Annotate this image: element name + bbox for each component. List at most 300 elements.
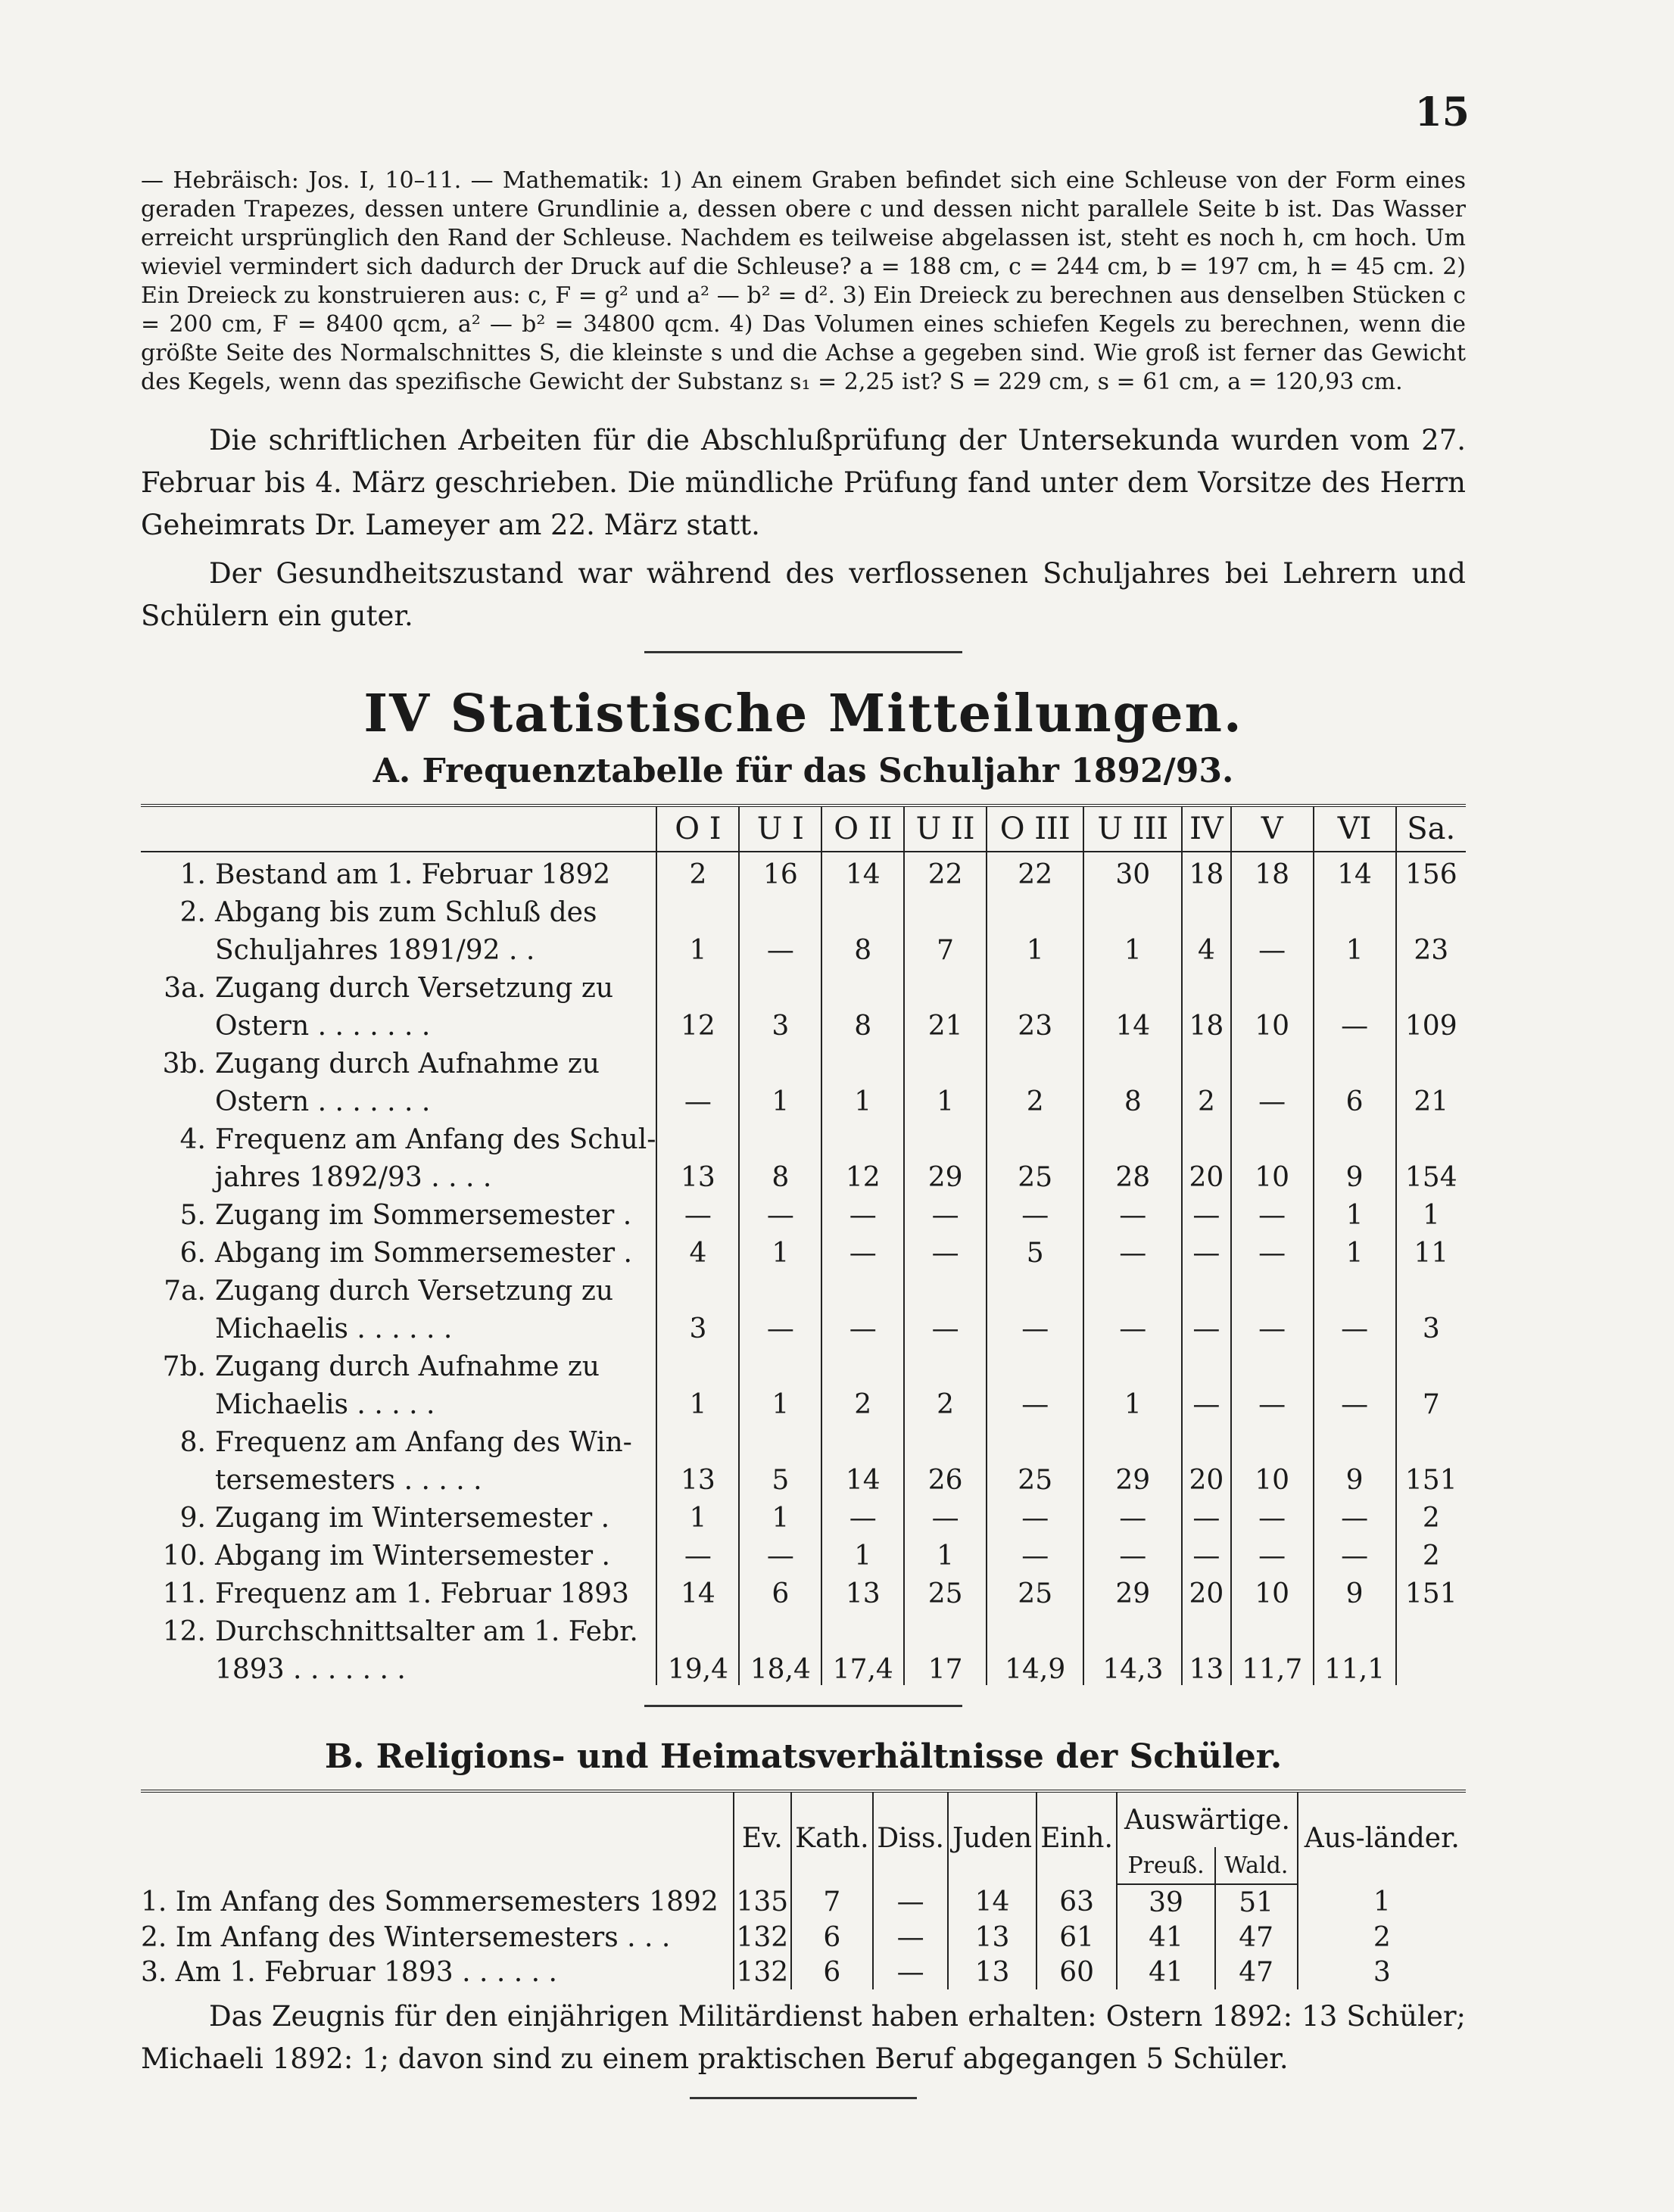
table-cell: 14 (1314, 852, 1396, 890)
table-cell: — (1083, 1496, 1182, 1534)
table-cell: 51 (1215, 1884, 1298, 1920)
row-label (141, 1117, 656, 1155)
table-cell: 25 (987, 1572, 1083, 1609)
table-cell: 41 (1117, 1920, 1214, 1955)
table-row (141, 890, 1466, 928)
table-cell (1314, 1420, 1396, 1458)
table-cell (1182, 1042, 1231, 1080)
table-row (141, 1572, 1466, 1609)
table-cell (821, 890, 904, 928)
table-cell (739, 890, 821, 928)
table-cell (1396, 1420, 1466, 1458)
row-label (141, 1004, 656, 1042)
row-label-text: Schuljahres 1891/92 . . (215, 935, 535, 966)
table-cell: — (1083, 1534, 1182, 1572)
table-cell (987, 1420, 1083, 1458)
table-cell: 10 (1231, 1155, 1314, 1193)
table-cell (1083, 966, 1182, 1004)
table-cell (821, 1420, 904, 1458)
table-cell (1314, 1042, 1396, 1080)
table-cell: — (987, 1496, 1083, 1534)
table-cell: — (1231, 1307, 1314, 1344)
table-row (141, 1080, 1466, 1117)
table-cell: 14 (948, 1884, 1037, 1920)
table-cell (739, 1042, 821, 1080)
table-cell (821, 966, 904, 1004)
table-cell (1396, 966, 1466, 1004)
table-cell (1083, 1042, 1182, 1080)
row-label (141, 966, 656, 1004)
table-cell: 4 (656, 1231, 739, 1269)
col-header: IV (1182, 805, 1231, 852)
table-cell: 14,3 (1083, 1647, 1182, 1685)
table-cell: 13 (656, 1155, 739, 1193)
table-cell: 60 (1037, 1955, 1117, 1989)
table-cell: 13 (656, 1458, 739, 1496)
table-cell: 5 (987, 1231, 1083, 1269)
table-cell (1396, 890, 1466, 928)
table-cell: 14 (656, 1572, 739, 1609)
table-row (141, 1647, 1466, 1685)
table-cell: 29 (904, 1155, 987, 1193)
table-cell: 156 (1396, 852, 1466, 890)
table-cell: 9 (1314, 1572, 1396, 1609)
row-label-text: Abgang bis zum Schluß des (215, 897, 597, 928)
table-cell: 11 (1396, 1231, 1466, 1269)
col-header: VI (1314, 805, 1396, 852)
table-cell (904, 1117, 987, 1155)
table-row (141, 1117, 1466, 1155)
table-cell (821, 1609, 904, 1647)
table-cell (656, 1042, 739, 1080)
row-label-text: Zugang im Wintersemester . (215, 1503, 610, 1534)
row-label-text: Frequenz am 1. Februar 1893 (215, 1578, 629, 1609)
row-label (141, 928, 656, 966)
page-content (141, 144, 1466, 2099)
table-cell (1314, 890, 1396, 928)
table-row (141, 1920, 1466, 1955)
table-cell: 18 (1231, 852, 1314, 890)
table-row (141, 1004, 1466, 1042)
row-label-text: Michaelis . . . . . . (215, 1313, 453, 1344)
table-cell (1182, 966, 1231, 1004)
table-cell (1231, 1117, 1314, 1155)
row-label-text: Zugang durch Versetzung zu (215, 973, 614, 1004)
table-cell: — (1231, 1231, 1314, 1269)
table-cell (1396, 1609, 1466, 1647)
table-cell: — (873, 1955, 948, 1989)
table-cell: 13 (1182, 1647, 1231, 1685)
table-cell (656, 1269, 739, 1307)
table-cell: — (1182, 1382, 1231, 1420)
table-cell: — (821, 1231, 904, 1269)
table-cell (904, 1344, 987, 1382)
table-cell (821, 1269, 904, 1307)
table-cell: 1 (656, 1382, 739, 1420)
table-cell: — (821, 1496, 904, 1534)
table-cell: — (1182, 1534, 1231, 1572)
page-number: 15 (1414, 89, 1470, 136)
table-cell (656, 1117, 739, 1155)
table-cell (987, 1117, 1083, 1155)
table-cell: 1 (904, 1534, 987, 1572)
table-cell: — (1083, 1193, 1182, 1231)
table-cell (1314, 966, 1396, 1004)
table-cell: 14,9 (987, 1647, 1083, 1685)
table-row (141, 1269, 1466, 1307)
table-cell: 18 (1182, 1004, 1231, 1042)
table-cell (821, 1117, 904, 1155)
table-cell: 8 (821, 1004, 904, 1042)
frequency-table-header (141, 805, 1466, 852)
row-label: 1. Im Anfang des Sommersemesters 1892 (141, 1886, 719, 1918)
table-cell (739, 1117, 821, 1155)
row-label (141, 1496, 656, 1534)
table-cell (656, 1609, 739, 1647)
table-cell: 29 (1083, 1458, 1182, 1496)
col-header: Sa. (1396, 805, 1466, 852)
table-cell (904, 966, 987, 1004)
table-cell: 154 (1396, 1155, 1466, 1193)
row-label (141, 890, 656, 928)
row-label (141, 1534, 656, 1572)
row-label (141, 1269, 656, 1307)
row-label-text: tersemesters . . . . . (215, 1465, 482, 1496)
section-title: IV Statistische Mitteilungen. (363, 684, 1243, 744)
row-label-text: Zugang im Sommersemester . (215, 1200, 632, 1231)
row-number: 11. (162, 1578, 206, 1609)
table-cell: 1 (1314, 928, 1396, 966)
table-cell: 14 (821, 1458, 904, 1496)
table-cell: 3 (1396, 1307, 1466, 1344)
table-cell: — (987, 1193, 1083, 1231)
table-cell (656, 966, 739, 1004)
table-cell: 20 (1182, 1572, 1231, 1609)
table-cell: 61 (1037, 1920, 1117, 1955)
table-cell (1231, 966, 1314, 1004)
table-cell (656, 1344, 739, 1382)
col-subheader: Wald. (1215, 1847, 1298, 1884)
table-cell: — (987, 1307, 1083, 1344)
table-cell: 25 (904, 1572, 987, 1609)
table-cell: — (1231, 1382, 1314, 1420)
table-cell: 1 (1314, 1193, 1396, 1231)
table-cell (656, 1420, 739, 1458)
table-cell: — (904, 1231, 987, 1269)
table-cell (1231, 1420, 1314, 1458)
table-cell (1083, 890, 1182, 928)
table-cell: 11,7 (1231, 1647, 1314, 1685)
table-cell: 13 (821, 1572, 904, 1609)
table-cell: — (1182, 1193, 1231, 1231)
table-cell: 18 (1182, 852, 1231, 890)
table-cell: 1 (1396, 1193, 1466, 1231)
table-cell (1396, 1344, 1466, 1382)
row-number: 3a. (164, 973, 206, 1004)
table-cell: 3 (739, 1004, 821, 1042)
table-cell: — (1314, 1307, 1396, 1344)
row-number: 2. (179, 897, 206, 928)
table-cell (1314, 1609, 1396, 1647)
table-cell (1083, 1117, 1182, 1155)
table-cell: 6 (791, 1920, 873, 1955)
col-header: Juden (948, 1791, 1037, 1884)
table-cell: 132 (734, 1920, 791, 1955)
table-cell: 47 (1215, 1955, 1298, 1989)
table-cell (987, 1042, 1083, 1080)
row-number: 12. (162, 1616, 206, 1647)
row-number: 10. (162, 1541, 206, 1572)
table-cell: — (873, 1884, 948, 1920)
table-cell: 21 (904, 1004, 987, 1042)
col-header: U II (904, 805, 987, 852)
table-cell: 16 (739, 852, 821, 890)
col-header: U III (1083, 805, 1182, 852)
col-header-auswaertige: Auswärtige. (1117, 1791, 1297, 1847)
table-cell (739, 1609, 821, 1647)
table-cell (1182, 890, 1231, 928)
table-cell: — (1314, 1534, 1396, 1572)
row-label-text: Zugang durch Aufnahme zu (215, 1351, 600, 1382)
table-cell: 39 (1117, 1884, 1214, 1920)
table-cell: 9 (1314, 1458, 1396, 1496)
military-paragraph: Das Zeugnis für den einjährigen Militärdienst haben erhalten: Ostern 1892: 13 Schüler; Michaeli 1892: 1; davon sind zu einem praktischen Beruf abgegangen 5 Schüler. (141, 2000, 1466, 2075)
col-header: Ev. (734, 1791, 791, 1884)
table-cell: 135 (734, 1884, 791, 1920)
table-cell (904, 1420, 987, 1458)
table-cell: — (1314, 1382, 1396, 1420)
table-cell: 21 (1396, 1080, 1466, 1117)
table-cell (1396, 1647, 1466, 1685)
row-number: 9. (179, 1503, 206, 1534)
table-cell: 10 (1231, 1004, 1314, 1042)
col-header: Diss. (873, 1791, 948, 1884)
table-cell: 17,4 (821, 1647, 904, 1685)
table-cell: 19,4 (656, 1647, 739, 1685)
table-cell (739, 966, 821, 1004)
row-number: 3b. (162, 1048, 206, 1080)
table-cell: — (904, 1193, 987, 1231)
row-label (141, 852, 656, 890)
row-label (141, 1231, 656, 1269)
table-cell: 10 (1231, 1572, 1314, 1609)
col-header: O III (987, 805, 1083, 852)
row-label (141, 1647, 656, 1685)
col-header: O II (821, 805, 904, 852)
row-label (141, 1382, 656, 1420)
table-cell: 1 (1083, 1382, 1182, 1420)
table-row (141, 1534, 1466, 1572)
row-label-text: Frequenz am Anfang des Schul- (215, 1124, 656, 1155)
row-label (141, 1572, 656, 1609)
table-cell (739, 1344, 821, 1382)
table-cell (987, 966, 1083, 1004)
col-header: Kath. (791, 1791, 873, 1884)
row-label: 3. Am 1. Februar 1893 . . . . . . (141, 1956, 557, 1988)
table-cell: — (739, 1193, 821, 1231)
table-cell: — (1182, 1307, 1231, 1344)
table-row (141, 1042, 1466, 1080)
table-cell: — (904, 1307, 987, 1344)
table-cell: — (1231, 1080, 1314, 1117)
table-row (141, 1496, 1466, 1534)
row-label-text: Abgang im Wintersemester . (215, 1541, 610, 1572)
row-label (141, 1307, 656, 1344)
table-cell (987, 1269, 1083, 1307)
exam-paragraph: Die schriftlichen Arbeiten für die Abschlußprüfung der Untersekunda wurden vom 27. Februar bis 4. März geschrieben. Die mündliche Prüfung fand unter dem Vorsitze des Herrn Geheimrats Dr. Lameyer am 22. März statt. (141, 424, 1466, 541)
table-cell (904, 1609, 987, 1647)
table-cell (1314, 1269, 1396, 1307)
table-cell: 2 (1396, 1534, 1466, 1572)
table-cell (1182, 1344, 1231, 1382)
table-cell: — (1314, 1496, 1396, 1534)
table-cell (1083, 1609, 1182, 1647)
table-cell: 6 (739, 1572, 821, 1609)
table-cell (1314, 1117, 1396, 1155)
table-cell (987, 890, 1083, 928)
table-cell: 22 (987, 852, 1083, 890)
col-header: Einh. (1037, 1791, 1117, 1884)
frequency-table-body (141, 852, 1466, 1685)
table-cell: 8 (739, 1155, 821, 1193)
table-row (141, 1458, 1466, 1496)
row-label (141, 1042, 656, 1080)
table-cell: 1 (739, 1496, 821, 1534)
table-cell: 26 (904, 1458, 987, 1496)
table-cell: 63 (1037, 1884, 1117, 1920)
table-cell: 41 (1117, 1955, 1214, 1989)
table-cell: 2 (821, 1382, 904, 1420)
table-cell: 1 (987, 928, 1083, 966)
table-row (141, 1155, 1466, 1193)
header-label-blank (141, 1791, 734, 1884)
row-label-text: Michaelis . . . . . (215, 1389, 435, 1420)
table-cell: — (1231, 1193, 1314, 1231)
table-cell: 1 (739, 1080, 821, 1117)
table-cell (1182, 1609, 1231, 1647)
row-label (141, 1420, 656, 1458)
table-cell: 6 (791, 1955, 873, 1989)
table-row (141, 1231, 1466, 1269)
col-header: O I (656, 805, 739, 852)
table-cell: — (821, 1193, 904, 1231)
table-cell: 14 (1083, 1004, 1182, 1042)
table-cell: 47 (1215, 1920, 1298, 1955)
table-cell (739, 1269, 821, 1307)
table-cell: — (1231, 1534, 1314, 1572)
table-cell: — (821, 1307, 904, 1344)
row-number: 8. (179, 1427, 206, 1458)
row-label: 2. Im Anfang des Wintersemesters . . . (141, 1921, 671, 1953)
table-cell: 2 (1182, 1080, 1231, 1117)
table-cell: — (904, 1496, 987, 1534)
table-cell: — (1231, 1496, 1314, 1534)
table-cell (1314, 1344, 1396, 1382)
table-cell: 18,4 (739, 1647, 821, 1685)
row-label-text: Bestand am 1. Februar 1892 (215, 859, 611, 890)
table-cell: — (1231, 928, 1314, 966)
table-cell: — (873, 1920, 948, 1955)
religion-table (141, 1790, 1466, 1989)
table-cell: 13 (948, 1955, 1037, 1989)
table-row (141, 1307, 1466, 1344)
table-cell: 1 (656, 1496, 739, 1534)
table-a-title: A. Frequenztabelle für das Schuljahr 1892/93. (373, 752, 1234, 790)
table-cell: 1 (1083, 928, 1182, 966)
table-cell (1231, 890, 1314, 928)
table-row (141, 1884, 1466, 1920)
row-label (141, 1458, 656, 1496)
table-cell (904, 1269, 987, 1307)
row-label-text: jahres 1892/93 . . . . (215, 1162, 492, 1193)
header-label-blank (141, 805, 656, 852)
frequency-table (141, 804, 1466, 1685)
table-cell (1396, 1042, 1466, 1080)
table-cell: 2 (656, 852, 739, 890)
table-cell (1083, 1420, 1182, 1458)
table-cell: 2 (904, 1382, 987, 1420)
table-row (141, 852, 1466, 890)
table-cell: — (739, 1534, 821, 1572)
table-b-title: B. Religions- und Heimatsverhältnisse der Schüler. (324, 1737, 1283, 1776)
table-cell: 1 (904, 1080, 987, 1117)
table-cell: 8 (821, 928, 904, 966)
table-cell: 3 (656, 1307, 739, 1344)
table-cell: — (1182, 1496, 1231, 1534)
table-cell (1231, 1042, 1314, 1080)
table-cell: 1 (821, 1534, 904, 1572)
table-cell: 22 (904, 852, 987, 890)
table-row (141, 1382, 1466, 1420)
table-cell: 151 (1396, 1458, 1466, 1496)
table-cell (1182, 1117, 1231, 1155)
table-cell: 1 (1298, 1884, 1466, 1920)
table-cell: 20 (1182, 1458, 1231, 1496)
table-cell: 25 (987, 1155, 1083, 1193)
table-cell: 9 (1314, 1155, 1396, 1193)
table-cell: 25 (987, 1458, 1083, 1496)
table-cell (1231, 1269, 1314, 1307)
table-cell: 2 (1396, 1496, 1466, 1534)
table-row (141, 966, 1466, 1004)
table-cell: 20 (1182, 1155, 1231, 1193)
row-label (141, 1344, 656, 1382)
table-cell (1396, 1269, 1466, 1307)
table-cell (1182, 1269, 1231, 1307)
row-label-text: Frequenz am Anfang des Win- (215, 1427, 632, 1458)
table-cell (904, 890, 987, 928)
table-cell: 30 (1083, 852, 1182, 890)
row-number: 7a. (164, 1276, 206, 1307)
religion-table-header (141, 1791, 1466, 1847)
table-row (141, 1344, 1466, 1382)
row-number: 1. (179, 859, 206, 890)
row-label-text: Durchschnittsalter am 1. Febr. (215, 1616, 638, 1647)
table-cell (1182, 1420, 1231, 1458)
table-cell: — (739, 928, 821, 966)
row-label-text: Ostern . . . . . . . (215, 1011, 431, 1042)
table-cell: — (987, 1534, 1083, 1572)
table-cell: 2 (1298, 1920, 1466, 1955)
row-number: 4. (179, 1124, 206, 1155)
table-cell: 1 (1314, 1231, 1396, 1269)
table-cell: — (656, 1534, 739, 1572)
table-cell (739, 1420, 821, 1458)
row-label (141, 1193, 656, 1231)
health-paragraph: Der Gesundheitszustand war während des verflossenen Schuljahres bei Lehrern und Schülern ein guter. (141, 557, 1466, 632)
table-cell: 1 (656, 928, 739, 966)
table-cell (1231, 1609, 1314, 1647)
